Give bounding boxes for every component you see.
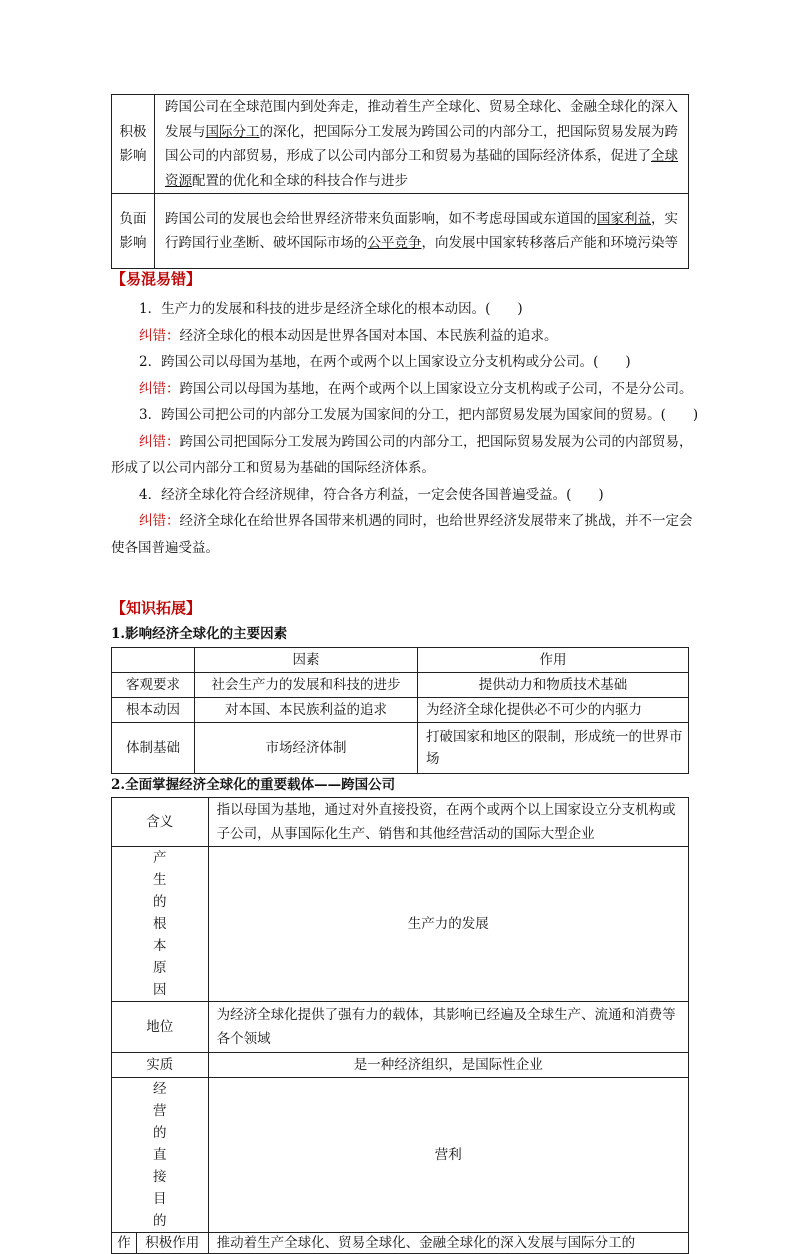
table-cell: 生产力的发展 — [208, 847, 688, 1002]
section-heading-knowledge: 【知识拓展】 — [111, 599, 202, 617]
row-label: 实质 — [112, 1053, 209, 1078]
table-row — [112, 1002, 689, 1053]
table-cell: 推动着生产全球化、贸易全球化、金融全球化的深入发展与国际分工的 — [208, 1233, 688, 1254]
row-label: 体制基础 — [112, 723, 195, 774]
table-row — [112, 1233, 689, 1254]
question-3: 3．跨国公司把公司的内部分工发展为国家间的分工，把内部贸易发展为国家间的贸易。( ) — [139, 407, 699, 423]
row-label: 含义 — [112, 798, 209, 847]
tnc-table — [111, 797, 689, 1254]
row-label: 积极 影响 — [112, 95, 155, 194]
row-content: 跨国公司的发展也会给世界经济带来负面影响，如不考虑母国或东道国的国家利益，实行跨国行业垄断、破坏国际市场的公平竞争，向发展中国家转移落后产能和环境污染等 — [155, 194, 689, 269]
row-label: 经营的直接目的 — [112, 1078, 209, 1233]
fix-4: 纠错：经济全球化在给世界各国带来机遇的同时，也给世界经济发展带来了挑战，并不一定会使各国普遍受益。 — [111, 513, 693, 556]
table-cell: 是一种经济组织，是国际性企业 — [208, 1053, 688, 1078]
question-4: 4．经济全球化符合经济规律，符合各方利益，一定会使各国普遍受益。( ) — [139, 486, 604, 503]
table-cell: 市场经济体制 — [195, 723, 418, 774]
row-label: 根本动因 — [112, 698, 195, 723]
table-cell: 为经济全球化提供必不可少的内驱力 — [418, 698, 689, 723]
table-row — [112, 698, 689, 723]
row-label: 客观要求 — [112, 673, 195, 698]
underlined-term: 公平竞争 — [367, 235, 422, 251]
table-row — [112, 194, 689, 269]
underlined-term: 全球资源 — [165, 148, 678, 189]
subheading-tnc: 2.全面掌握经济全球化的重要载体——跨国公司 — [111, 777, 396, 793]
table-row — [112, 1078, 689, 1233]
table-row — [112, 95, 689, 194]
question-2: 2．跨国公司以母国为基地，在两个或两个以上国家设立分支机构或分公司。( ) — [139, 354, 631, 370]
row-label: 地位 — [112, 1002, 209, 1053]
table-cell: 对本国、本民族利益的追求 — [195, 698, 418, 723]
row-content: 跨国公司在全球范围内到处奔走，推动着生产全球化、贸易全球化、金融全球化的深入发展与国际分工的深化，把国际分工发展为跨国公司的内部分工，把国际贸易发展为跨国公司的内部贸易，形成了以公司内部分工和贸易为基础的国际经济体系，促进了全球资源配置的优化和全球的科技合作与进步 — [155, 95, 689, 194]
table-cell: 社会生产力的发展和科技的进步 — [195, 673, 418, 698]
row-label: 作 — [112, 1233, 137, 1254]
table-cell: 提供动力和物质技术基础 — [418, 673, 689, 698]
underlined-term: 国家利益 — [597, 210, 651, 227]
table-cell: 打破国家和地区的限制，形成统一的世界市场 — [418, 723, 689, 774]
row-label: 产生的根本原因 — [112, 847, 209, 1002]
table-row — [112, 847, 689, 1002]
row-label: 负面 影响 — [112, 194, 155, 269]
table-cell: 指以母国为基地，通过对外直接投资，在两个或两个以上国家设立分支机构或子公司，从事国际化生产、销售和其他经营活动的国际大型企业 — [208, 798, 688, 847]
confusion-list — [111, 296, 701, 561]
subheading-factors: 1.影响经济全球化的主要因素 — [111, 626, 288, 642]
header-cell: 因素 — [195, 648, 418, 673]
header-cell — [112, 648, 195, 673]
header-cell: 作用 — [418, 648, 689, 673]
table-row — [112, 1053, 689, 1078]
fix-3: 纠错：跨国公司把国际分工发展为跨国公司的内部分工，把国际贸易发展为公司的内部贸易，形成了以公司内部分工和贸易为基础的国际经济体系。 — [111, 433, 693, 476]
table-row — [112, 723, 689, 774]
table-cell: 营利 — [208, 1078, 688, 1233]
row-sublabel: 积极作用 — [137, 1233, 209, 1254]
table-row — [112, 798, 689, 847]
fix-2: 纠错：跨国公司以母国为基地，在两个或两个以上国家设立分支机构或子公司，不是分公司。 — [139, 380, 693, 397]
fix-1: 纠错：经济全球化的根本动因是世界各国对本国、本民族利益的追求。 — [139, 327, 558, 344]
section-heading-confusion: 【易混易错】 — [111, 270, 202, 288]
underlined-term: 国际分工 — [205, 123, 260, 140]
table-cell: 为经济全球化提供了强有力的载体，其影响已经遍及全球生产、流通和消费等各个领域 — [208, 1002, 688, 1053]
impact-table — [111, 94, 689, 269]
question-1: 1．生产力的发展和科技的进步是经济全球化的根本动因。( ) — [139, 301, 523, 317]
table-row — [112, 673, 689, 698]
table-header-row — [112, 648, 689, 673]
factors-table — [111, 647, 689, 774]
